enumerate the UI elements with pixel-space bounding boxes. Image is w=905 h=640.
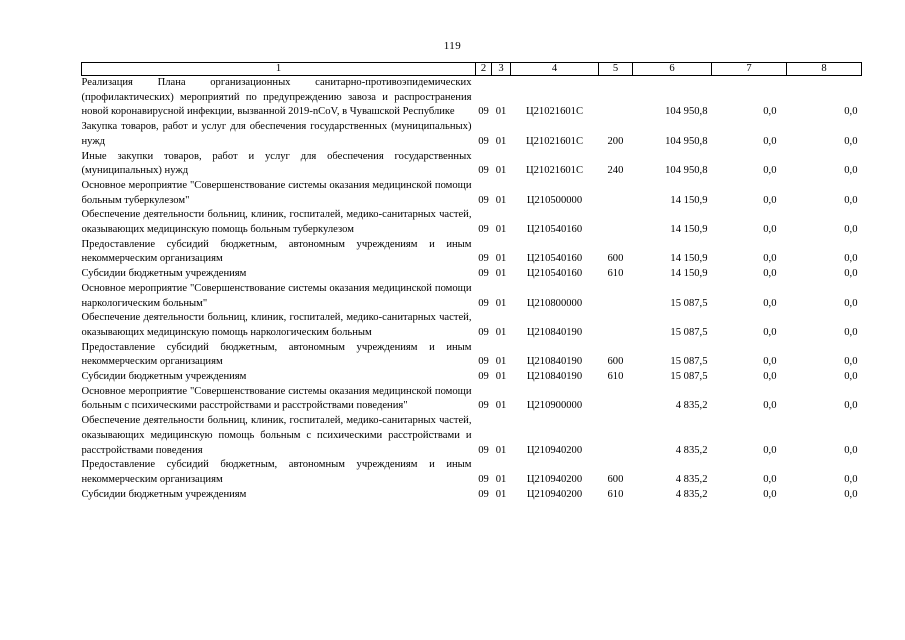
row-section: 09 xyxy=(478,473,489,485)
row-subsection: 01 xyxy=(495,444,507,456)
row-subsection: 01 xyxy=(495,106,507,118)
row-section: 09 xyxy=(478,253,489,265)
row-amount-1: 4 835,2 xyxy=(675,444,708,456)
table-row xyxy=(82,267,862,282)
row-target-article: Ц210940200 xyxy=(526,488,583,500)
table-row xyxy=(82,208,862,237)
row-subsection: 01 xyxy=(495,165,507,177)
row-amount-2: 0,0 xyxy=(763,326,777,338)
row-section: 09 xyxy=(478,268,489,280)
row-amount-1: 14 150,9 xyxy=(670,253,708,265)
row-section: 09 xyxy=(478,194,489,206)
row-expense-type xyxy=(599,282,633,311)
row-amount-3: 0,0 xyxy=(844,400,858,412)
row-amount-1: 104 950,8 xyxy=(665,135,708,147)
row-target-article: Ц210940200 xyxy=(526,473,583,485)
row-section: 09 xyxy=(478,135,489,147)
row-subsection: 01 xyxy=(495,297,507,309)
row-subsection: 01 xyxy=(495,326,507,338)
row-amount-3: 0,0 xyxy=(844,444,858,456)
row-amount-1: 4 835,2 xyxy=(675,473,708,485)
row-amount-3: 0,0 xyxy=(844,268,858,280)
row-amount-1: 4 835,2 xyxy=(675,488,708,500)
row-amount-3: 0,0 xyxy=(844,326,858,338)
table-row xyxy=(82,414,862,458)
row-amount-2: 0,0 xyxy=(763,135,777,147)
row-expense-type: 600 xyxy=(607,473,624,485)
row-amount-3: 0,0 xyxy=(844,165,858,177)
row-amount-2: 0,0 xyxy=(763,106,777,118)
row-amount-2: 0,0 xyxy=(763,224,777,236)
row-expense-type: 610 xyxy=(607,488,624,500)
row-amount-1: 15 087,5 xyxy=(670,326,708,338)
row-name: Обеспечение деятельности больниц, клиник, госпиталей, медико-санитарных частей, оказывающих медицинскую помощь больным туберкулезом xyxy=(81,209,472,236)
row-name: Основное мероприятие "Совершенствование системы оказания медицинской помощи больным туберкулезом" xyxy=(81,179,472,206)
row-target-article: Ц21021601С xyxy=(525,135,584,147)
row-name: Закупка товаров, работ и услуг для обеспечения государственных (муниципальных) нужд xyxy=(81,121,472,147)
row-name: Реализация Плана организационных санитарно-противоэпидемических (профилактических) мероприятий по предупреждению завоза и распространения новой коронавирусной инфекции, вызванной 2019-nCoV, в Чувашской Республике xyxy=(81,77,472,118)
row-amount-3: 0,0 xyxy=(844,253,858,265)
row-expense-type xyxy=(599,76,633,121)
header-row xyxy=(82,63,862,76)
row-name: Предоставление субсидий бюджетным, автономным учреждениям и иным некоммерческим организациям xyxy=(81,238,472,265)
column-header-1: 1 xyxy=(82,63,476,76)
row-amount-3: 0,0 xyxy=(844,473,858,485)
row-subsection: 01 xyxy=(495,224,507,236)
row-expense-type: 610 xyxy=(607,371,624,383)
column-header-3: 3 xyxy=(492,63,511,76)
row-amount-3: 0,0 xyxy=(844,106,858,118)
column-header-7: 7 xyxy=(712,63,787,76)
row-name: Иные закупки товаров, работ и услуг для обеспечения государственных (муниципальных) нужд xyxy=(81,150,472,177)
table-row xyxy=(82,370,862,385)
row-section: 09 xyxy=(478,371,489,383)
table-row xyxy=(82,76,862,121)
row-subsection: 01 xyxy=(495,135,507,147)
row-name: Основное мероприятие "Совершенствование системы оказания медицинской помощи больным с психическими расстройствами и расстройствами поведения" xyxy=(81,385,472,412)
row-amount-1: 104 950,8 xyxy=(665,106,708,118)
table-row xyxy=(82,238,862,267)
row-amount-2: 0,0 xyxy=(763,488,777,500)
row-target-article: Ц210540160 xyxy=(526,253,583,265)
row-amount-2: 0,0 xyxy=(763,268,777,280)
row-section: 09 xyxy=(478,224,489,236)
table-header xyxy=(82,63,862,76)
row-amount-2: 0,0 xyxy=(763,444,777,456)
row-amount-1: 4 835,2 xyxy=(675,400,708,412)
row-name: Субсидии бюджетным учреждениям xyxy=(81,268,247,280)
row-amount-1: 104 950,8 xyxy=(665,165,708,177)
row-amount-3: 0,0 xyxy=(844,488,858,500)
row-expense-type xyxy=(599,385,633,414)
row-target-article: Ц210500000 xyxy=(526,194,583,206)
row-target-article: Ц21021601С xyxy=(525,165,584,177)
row-section: 09 xyxy=(478,488,489,500)
row-section: 09 xyxy=(478,106,489,118)
column-header-2: 2 xyxy=(476,63,492,76)
row-amount-3: 0,0 xyxy=(844,371,858,383)
row-target-article: Ц21021601С xyxy=(525,106,584,118)
row-target-article: Ц210840190 xyxy=(526,371,583,383)
row-amount-2: 0,0 xyxy=(763,297,777,309)
row-amount-2: 0,0 xyxy=(763,371,777,383)
table-row xyxy=(82,341,862,370)
table-row xyxy=(82,120,862,149)
row-amount-1: 15 087,5 xyxy=(670,371,708,383)
row-amount-3: 0,0 xyxy=(844,356,858,368)
row-name: Субсидии бюджетным учреждениям xyxy=(81,371,247,383)
row-target-article: Ц210800000 xyxy=(526,297,583,309)
row-target-article: Ц210540160 xyxy=(526,224,583,236)
row-subsection: 01 xyxy=(495,253,507,265)
row-amount-2: 0,0 xyxy=(763,165,777,177)
row-subsection: 01 xyxy=(495,194,507,206)
row-section: 09 xyxy=(478,400,489,412)
row-expense-type: 610 xyxy=(607,268,624,280)
table-row xyxy=(82,488,862,503)
row-section: 09 xyxy=(478,326,489,338)
row-amount-1: 15 087,5 xyxy=(670,297,708,309)
table-row xyxy=(82,150,862,179)
row-amount-2: 0,0 xyxy=(763,473,777,485)
row-amount-2: 0,0 xyxy=(763,356,777,368)
row-amount-2: 0,0 xyxy=(763,194,777,206)
row-subsection: 01 xyxy=(495,371,507,383)
row-amount-1: 14 150,9 xyxy=(670,268,708,280)
row-amount-1: 14 150,9 xyxy=(670,194,708,206)
row-target-article: Ц210540160 xyxy=(526,268,583,280)
row-target-article: Ц210900000 xyxy=(526,400,583,412)
column-header-6: 6 xyxy=(633,63,712,76)
row-subsection: 01 xyxy=(495,356,507,368)
table-row xyxy=(82,458,862,487)
row-amount-2: 0,0 xyxy=(763,400,777,412)
row-name: Обеспечение деятельности больниц, клиник, госпиталей, медико-санитарных частей, оказывающих медицинскую помощь больным с психическими расстройствами и расстройствами поведения xyxy=(81,415,472,456)
row-subsection: 01 xyxy=(495,268,507,280)
row-expense-type: 200 xyxy=(607,135,624,147)
row-name: Предоставление субсидий бюджетным, автономным учреждениям и иным некоммерческим организациям xyxy=(81,459,472,485)
row-amount-3: 0,0 xyxy=(844,297,858,309)
row-section: 09 xyxy=(478,297,489,309)
column-header-4: 4 xyxy=(511,63,599,76)
table-row xyxy=(82,282,862,311)
row-amount-3: 0,0 xyxy=(844,194,858,206)
row-target-article: Ц210840190 xyxy=(526,356,583,368)
row-name: Обеспечение деятельности больниц, клиник, госпиталей, медико-санитарных частей, оказывающих медицинскую помощь наркологическим больным xyxy=(81,312,472,338)
row-section: 09 xyxy=(478,165,489,177)
column-header-8: 8 xyxy=(787,63,862,76)
row-subsection: 01 xyxy=(495,473,507,485)
page-number: 119 xyxy=(443,40,462,52)
row-target-article: Ц210840190 xyxy=(526,326,583,338)
row-amount-3: 0,0 xyxy=(844,135,858,147)
row-name: Основное мероприятие "Совершенствование системы оказания медицинской помощи наркологическим больным" xyxy=(81,282,472,309)
row-name: Субсидии бюджетным учреждениям xyxy=(81,488,247,500)
row-expense-type: 600 xyxy=(607,356,624,368)
row-subsection: 01 xyxy=(495,400,507,412)
row-expense-type xyxy=(599,179,633,208)
row-section: 09 xyxy=(478,444,489,456)
row-target-article: Ц210940200 xyxy=(526,444,583,456)
column-header-5: 5 xyxy=(599,63,633,76)
row-expense-type xyxy=(599,414,633,458)
budget-table xyxy=(81,62,862,502)
row-amount-1: 15 087,5 xyxy=(670,356,708,368)
row-subsection: 01 xyxy=(495,488,507,500)
table-body xyxy=(82,76,862,503)
row-expense-type xyxy=(599,311,633,340)
row-expense-type: 600 xyxy=(607,253,624,265)
row-section: 09 xyxy=(478,356,489,368)
row-expense-type: 240 xyxy=(607,165,624,177)
table-row xyxy=(82,311,862,340)
table-row xyxy=(82,179,862,208)
row-name: Предоставление субсидий бюджетным, автономным учреждениям и иным некоммерческим организациям xyxy=(81,341,472,368)
table-row xyxy=(82,385,862,414)
row-expense-type xyxy=(599,208,633,237)
row-amount-2: 0,0 xyxy=(763,253,777,265)
row-amount-3: 0,0 xyxy=(844,224,858,236)
row-amount-1: 14 150,9 xyxy=(670,224,708,236)
